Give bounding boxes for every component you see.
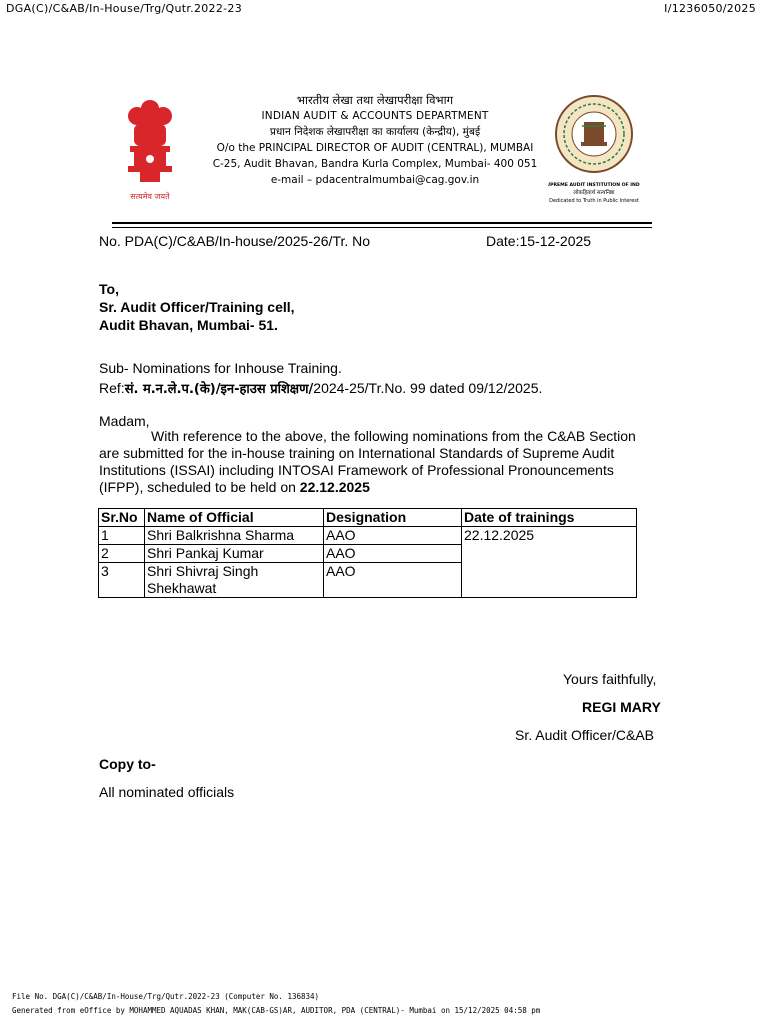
closing: Yours faithfully,: [563, 671, 657, 687]
cell-training-date: 22.12.2025: [462, 527, 637, 598]
signatory-designation: Sr. Audit Officer/C&AB: [515, 727, 655, 743]
cell-name: Shri Shivraj Singh Shekhawat: [145, 563, 324, 598]
cell-designation: AAO: [324, 563, 462, 598]
cell-name: Shri Balkrishna Sharma: [145, 527, 324, 545]
salutation: Madam,: [99, 413, 150, 429]
ref-hindi: सं. म.न.ले.प.(के)/इन-हाउस प्रशिक्षण/: [124, 382, 314, 397]
document-id-top: I/1236050/2025: [664, 2, 756, 15]
letter-reference-number: No. PDA(C)/C&AB/In-house/2025-26/Tr. No: [99, 233, 371, 249]
letterhead-address: C-25, Audit Bhavan, Bandra Kurla Complex, Mumbai- 400 051: [212, 158, 538, 170]
addressee-address: Audit Bhavan, Mumbai- 51.: [99, 317, 278, 333]
ref-details: 2024-25/Tr.No. 99 dated 09/12/2025.: [313, 380, 543, 396]
cell-designation: AAO: [324, 545, 462, 563]
letter-body: [99, 428, 659, 496]
letterhead-office: O/o the PRINCIPAL DIRECTOR OF AUDIT (CENTRAL), MUMBAI: [216, 142, 534, 154]
letterhead-email: e-mail – pdacentralmumbai@cag.gov.in: [270, 174, 480, 186]
table-row: [99, 527, 637, 545]
cag-caption-3: Dedicated to Truth in Public Interest: [549, 198, 639, 204]
header-designation: Designation: [324, 509, 462, 527]
copy-recipients: All nominated officials: [99, 784, 235, 800]
addressee-block: [99, 280, 295, 334]
letterhead: [210, 92, 540, 188]
training-date-inline: 22.12.2025: [299, 479, 370, 495]
cell-name: Shri Pankaj Kumar: [145, 545, 324, 563]
emblem-motto: सत्यमेव जयते: [130, 192, 170, 201]
letterhead-hindi-department: भारतीय लेखा तथा लेखापरीक्षा विभाग: [296, 93, 454, 107]
copy-to-heading: Copy to-: [99, 756, 156, 772]
header-sr-no: Sr.No: [99, 509, 145, 527]
letterhead-department: INDIAN AUDIT & ACCOUNTS DEPARTMENT: [261, 110, 489, 122]
header-divider-thick: [112, 222, 652, 224]
state-emblem-icon: [120, 96, 180, 206]
header-training-date: Date of trainings: [462, 509, 637, 527]
letter-subject: Sub- Nominations for Inhouse Training.: [99, 360, 342, 376]
file-reference-top: DGA(C)/C&AB/In-House/Trg/Qutr.2022-23: [6, 2, 243, 15]
letter-reference-line: [99, 379, 542, 397]
footer-file-number: File No. DGA(C)/C&AB/In-House/Trg/Qutr.2022-23 (Computer No. 136834): [12, 992, 320, 1001]
letter-body-text: With reference to the above, the following nominations from the C&AB Section are submitted for the in-house training on International Standards of Supreme Audit Institutions (ISSAI) including INTOSAI Framework of Professional Pronouncements (IFPP), scheduled to be held on: [99, 428, 636, 495]
cag-logo-icon: [548, 92, 640, 210]
letterhead-hindi-office: प्रधान निदेशक लेखापरीक्षा का कार्यालय (केन्द्रीय), मुंबई: [269, 126, 481, 138]
addressee-to: To,: [99, 281, 119, 297]
ref-prefix: Ref:: [99, 380, 125, 396]
footer-generated-info: Generated from eOffice by MOHAMMED AQUADAS KHAN, MAK(CAB-GS)AR, AUDITOR, PDA (CENTRAL)- Mumbai on 15/12/2025 04:58 pm: [12, 1006, 541, 1015]
table-header-row: [99, 509, 637, 527]
header-name: Name of Official: [145, 509, 324, 527]
nominations-table: [98, 508, 637, 598]
header-divider-thin: [112, 227, 652, 228]
cell-designation: AAO: [324, 527, 462, 545]
cag-caption-2: लोकहितार्थ सत्यनिष्ठा: [573, 190, 615, 196]
addressee-designation: Sr. Audit Officer/Training cell,: [99, 299, 295, 315]
letter-date: Date:15-12-2025: [486, 233, 592, 249]
cell-sr-no: 1: [99, 527, 145, 545]
cag-caption-1: SUPREME AUDIT INSTITUTION OF INDIA: [548, 183, 640, 188]
cell-sr-no: 2: [99, 545, 145, 563]
cell-sr-no: 3: [99, 563, 145, 598]
signatory-name: REGI MARY: [582, 699, 661, 715]
